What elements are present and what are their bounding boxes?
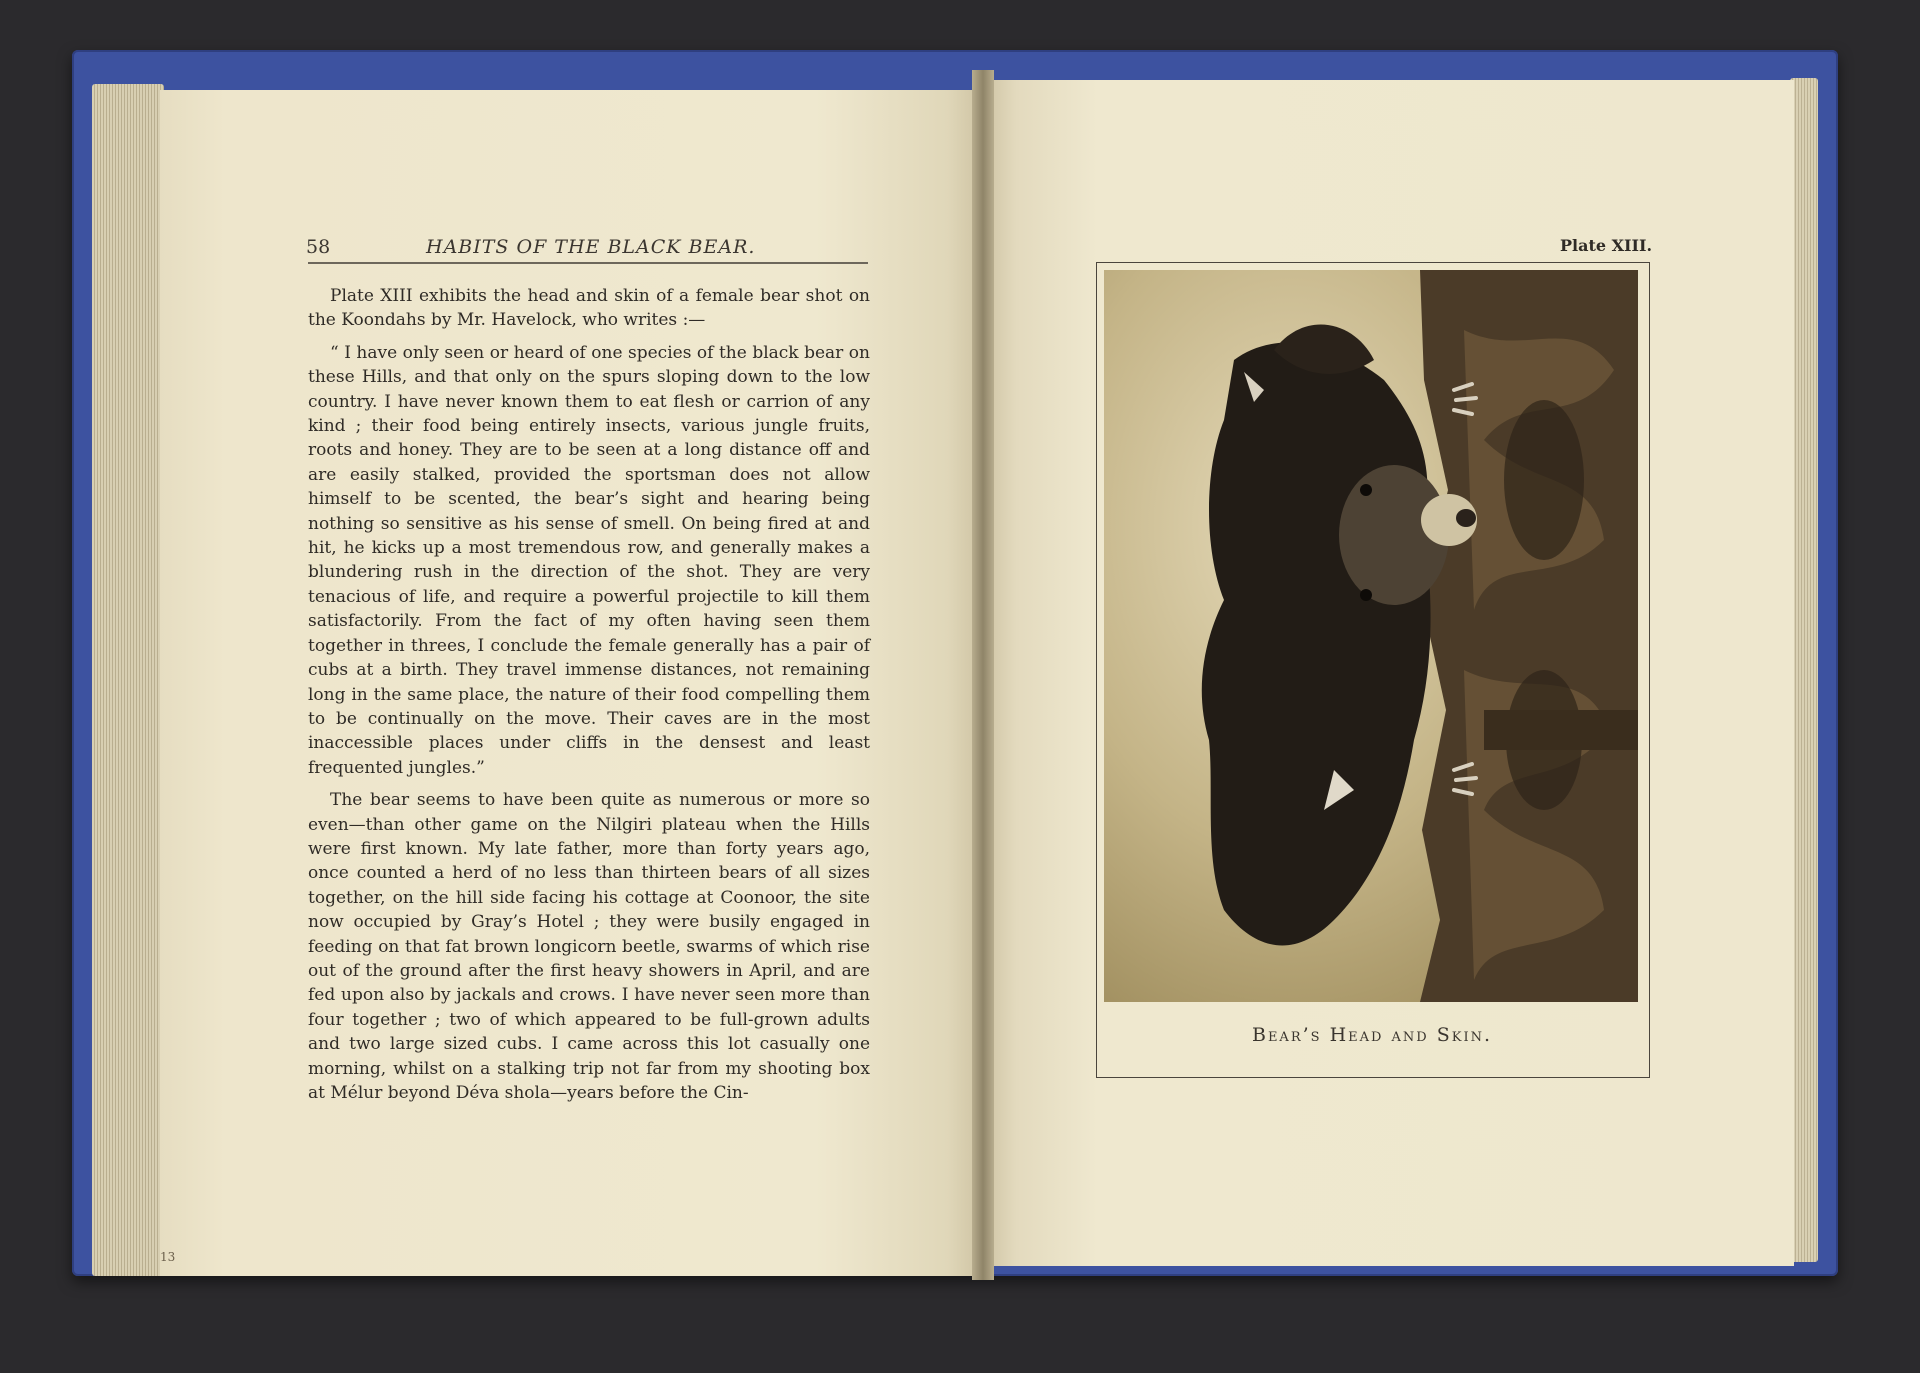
plate-label: Plate XIII.: [1560, 236, 1653, 255]
book-gutter: [972, 70, 994, 1280]
running-title: HABITS OF THE BLACK BEAR.: [426, 236, 756, 258]
header-rule: [308, 262, 868, 264]
paragraph-3: The bear seems to have been quite as numerous or more so even—than other game on the Nilgiri plateau when the Hills were first known. My late father, more than forty years ago, once counted a herd of no less than thirteen bears of all sizes together, on the hill side facing his cottage at Coonoor, the site now occupied by Gray’s Hotel ; they were busily engaged in feeding on that fat brown longicorn beetle, swarms of which rise out of the ground after the first heavy showers in April, and are fed upon also by jackals and crows. I have never seen more than four together ; two of which appeared to be full-grown adults and two large sized cubs. I came across this lot casually one morning, whilst on a stalking trip not far from my shooting box at Mélur beyond Déva shola—years before the Cin-: [308, 790, 870, 1103]
paragraph-1: Plate XIII exhibits the head and skin of a female bear shot on the Koondahs by Mr. Havelock, who writes :—: [308, 286, 870, 331]
margin-pencil-note: 13: [160, 1250, 176, 1264]
paragraph-2: “ I have only seen or heard of one species of the black bear on these Hills, and that only on the spurs sloping down to the low country. I have never known them to eat flesh or carrion of any kind ; their food being entirely insects, various jungle fruits, roots and honey. They are to be seen at a long distance off and are easily stalked, provided the sportsman does not allow himself to be scented, the bear’s sight and hearing being nothing so sensitive as his sense of smell. On being fired at and hit, he kicks up a most tremendous row, and generally makes a blundering rush in the direction of the shot. They are very tenacious of life, and require a powerful projectile to kill them satisfactorily. From the fact of my often having seen them together in threes, I conclude the female generally has a pair of cubs at a birth. They travel immense distances, not remaining long in the same place, the nature of their food compelling them to be continually on the move. Their caves are in the most inaccessible places under cliffs in the densest and least frequented jungles.”: [308, 342, 870, 778]
running-header: [306, 232, 866, 262]
bear-photo-illustration: [1104, 270, 1638, 1002]
page-edges-right: [1790, 78, 1818, 1262]
bear-photograph: [1104, 270, 1638, 1002]
body-text: [308, 284, 870, 1113]
page-number: 58: [306, 236, 331, 258]
page-edges-left: [92, 84, 164, 1276]
plate-caption: Bear’s Head and Skin.: [1251, 1024, 1493, 1046]
